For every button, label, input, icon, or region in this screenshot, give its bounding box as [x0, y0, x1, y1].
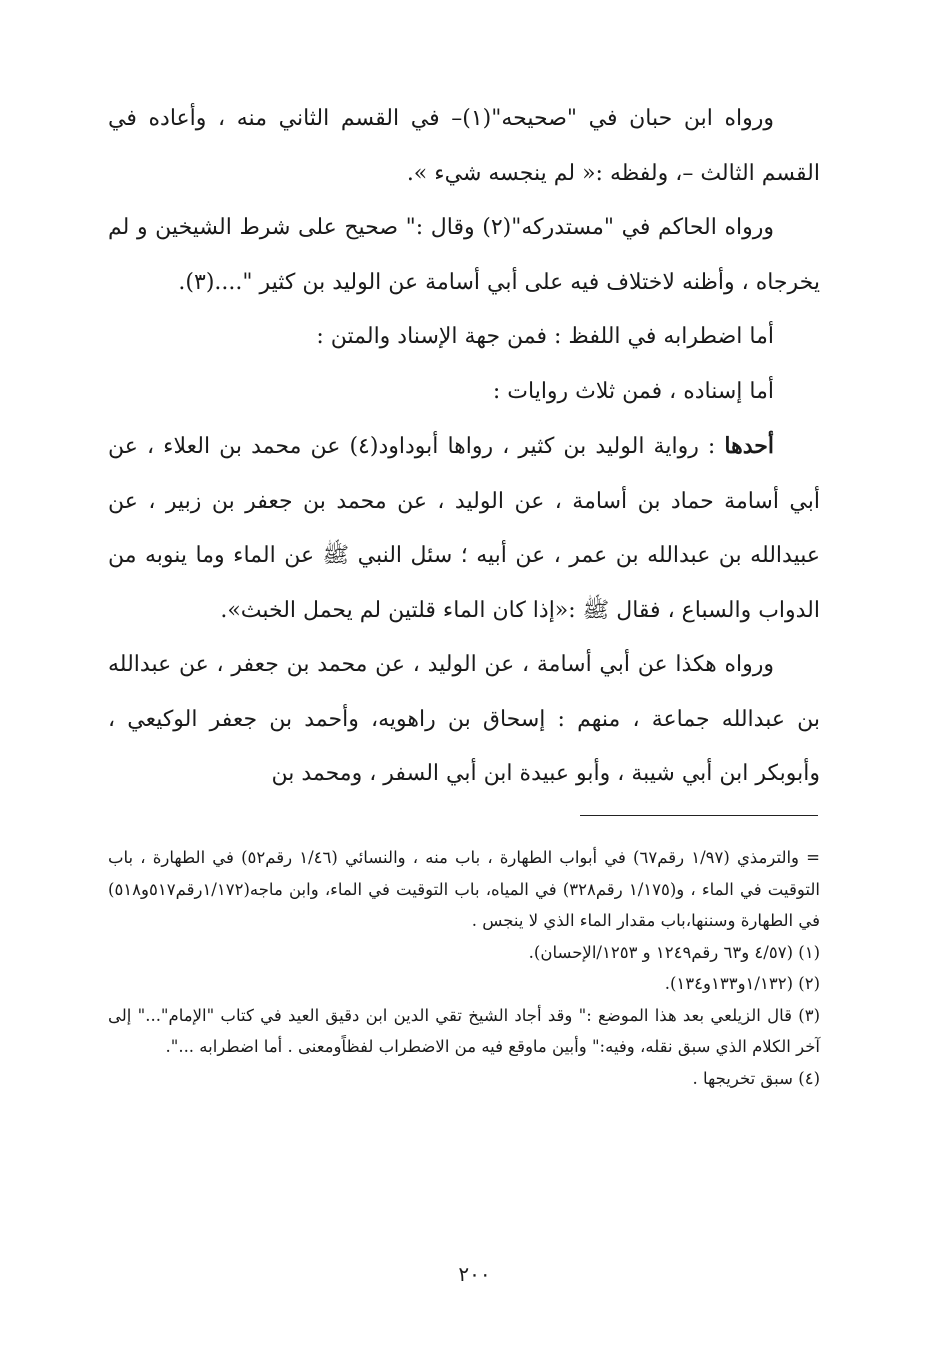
footnote-separator	[580, 815, 818, 816]
ahaduha-lead: أحدها	[724, 433, 774, 459]
footnote-continuation: = والترمذي (١/٩٧ رقم٦٧) في أبواب الطهارة ، باب منه ، والنسائي (١/٤٦ رقم٥٢) في الطهارة ، باب التوقيت في الماء ، و(١/١٧٥ رقم٣٢٨) في المياه، باب التوقيت في الماء، وابن ماجه(١/١٧٢رقم٥١٧و٥١٨) في الطهارة وسننها،باب مقدار الماء الذي لا ينجس .	[108, 848, 820, 930]
footnote-3: (٣) قال الزيلعي بعد هذا الموضع :" وقد أجاد الشيخ تقي الدين ابن دقيق العيد في كتاب "الإمام"..." إلى آخر الكلام الذي سبق نقله، وفيه:" وأبين ماوقع فيه من الاضطراب لفظاًومعنى . أما اضطرابه ...".	[108, 1005, 820, 1056]
ahaduha-text: : رواية الوليد بن كثير ، رواها أبوداود(٤) عن محمد بن العلاء ، عن أبي أسامة حماد بن أسامة ، عن الوليد ، عن محمد بن جعفر بن زبير ، عن عبيدالله بن عبدالله بن عمر ، عن أبيه ؛ سئل النبي ﷺ عن الماء وما ينوبه من الدواب والسباع ، فقال ﷺ :«إذا كان الماء قلتين لم يحمل الخبث».	[108, 434, 820, 623]
footnotes	[108, 842, 820, 1094]
main-text	[108, 92, 820, 802]
paragraph-hakim: ورواه الحاكم في "مستدركه"(٢) وقال :" صحيح على شرط الشيخين و لم يخرجاه ، وأظنه لاختلاف فيه على أبي أسامة عن الوليد بن كثير "....(٣).	[108, 215, 820, 295]
paragraph-lafz: أما اضطرابه في اللفظ : فمن جهة الإسناد والمتن :	[316, 324, 774, 349]
paragraph-jamaa: ورواه هكذا عن أبي أسامة ، عن الوليد ، عن محمد بن جعفر ، عن عبدالله بن عبدالله جماعة ، منهم : إسحاق بن راهويه، وأحمد بن جعفر الوكيعي ، وأبوبكر ابن أبي شيبة ، وأبو عبيدة ابن أبي السفر ، ومحمد بن	[108, 652, 820, 786]
footnote-2: (٢) (١/١٣٢و١٣٣و١٣٤).	[664, 974, 820, 993]
footnote-1: (١) (٤/٥٧ و٦٣ رقم١٢٤٩ و ١٢٥٣/الإحسان).	[528, 942, 820, 962]
page-number: ٢٠٠	[458, 1262, 491, 1286]
paragraph-ibn-hibban: ورواه ابن حبان في "صحيحه"(١)– في القسم الثاني منه ، وأعاده في القسم الثالث –، ولفظه :« لم ينجسه شيء ».	[108, 106, 820, 186]
paragraph-isnad: أما إسناده ، فمن ثلاث روايات :	[492, 378, 774, 404]
paragraph-ahaduha	[108, 419, 820, 638]
footnote-4: (٤) سبق تخريجها .	[692, 1068, 820, 1088]
